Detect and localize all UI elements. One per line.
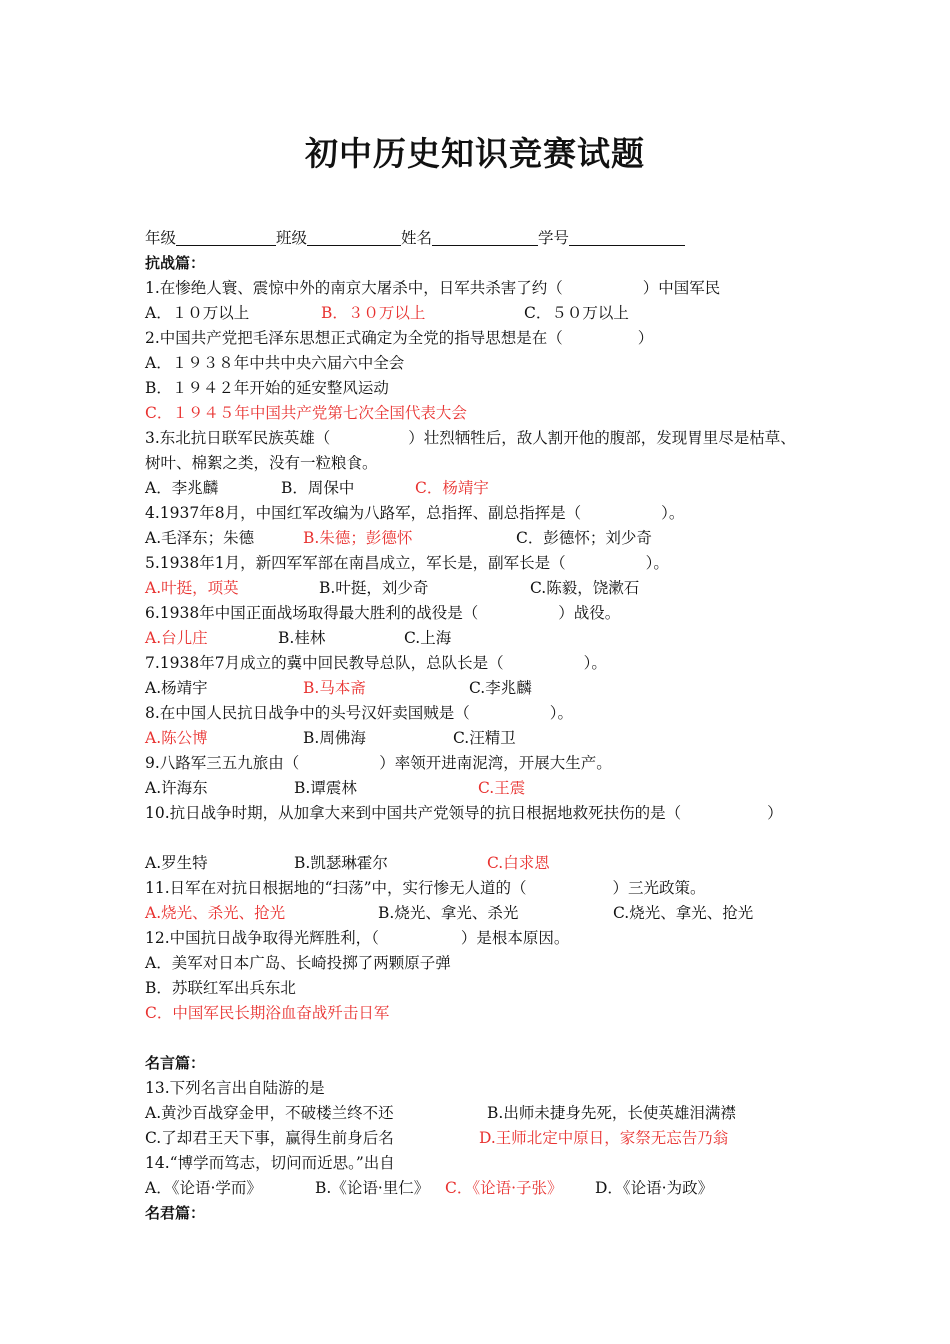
- number-field[interactable]: [569, 229, 685, 246]
- question-text: 8.在中国人民抗日战争中的头号汉奸卖国贼是（: [145, 704, 470, 722]
- question-text-end: ）: [767, 804, 783, 822]
- option-a[interactable]: A.罗生特: [145, 854, 208, 872]
- question-text: 10.抗日战争时期，从加拿大来到中国共产党领导的抗日根据地救死扶伤的是（: [145, 804, 682, 822]
- question-13: 13.下列名言出自陆游的是: [145, 1079, 325, 1097]
- section-heading-quotes: 名言篇：: [145, 1054, 206, 1072]
- option-b-answer[interactable]: B.朱德；彭德怀: [303, 529, 413, 547]
- question-text: 2.中国共产党把毛泽东思想正式确定为全党的指导思想是在（: [145, 329, 563, 347]
- question-7: [145, 651, 825, 676]
- option-a-answer[interactable]: A.烧光、杀光、抢光: [145, 904, 286, 922]
- option-a[interactable]: A.许海东: [145, 779, 208, 797]
- question-text-end: ）是根本原因。: [460, 929, 570, 947]
- option-c[interactable]: C．彭德怀；刘少奇: [516, 529, 652, 547]
- option-c-answer[interactable]: C．《论语·子张》: [445, 1179, 563, 1197]
- question-10: [145, 801, 825, 826]
- question-text-end: ）壮烈牺牲后，敌人割开他的腹部，发现胃里尽是枯草、: [408, 429, 796, 447]
- section-heading-war: 抗战篇：: [145, 254, 206, 272]
- option-b[interactable]: B.叶挺，刘少奇: [319, 579, 429, 597]
- class-field[interactable]: [307, 229, 401, 246]
- options-10: [145, 851, 825, 876]
- option-c-answer[interactable]: C．１９４５年中国共产党第七次全国代表大会: [145, 404, 467, 422]
- question-text-end: ）。: [661, 504, 685, 522]
- question-9: [145, 751, 825, 776]
- document-body: [145, 226, 825, 1226]
- question-text: 3.东北抗日联军民族英雄（: [145, 429, 331, 447]
- question-3-continued: 树叶、棉絮之类，没有一粒粮食。: [145, 454, 378, 472]
- option-c-answer[interactable]: C.白求恩: [487, 854, 550, 872]
- option-c-answer[interactable]: C.王震: [478, 779, 526, 797]
- option-a[interactable]: A．《论语·学而》: [145, 1179, 262, 1197]
- option-c[interactable]: C.烧光、拿光、抢光: [613, 904, 754, 922]
- option-b[interactable]: B.烧光、拿光、杀光: [378, 904, 519, 922]
- question-text-end: ）中国军民: [642, 279, 721, 297]
- option-a-answer[interactable]: A.台儿庄: [145, 629, 208, 647]
- option-a[interactable]: A．１０万以上: [145, 304, 250, 322]
- question-text-end: ）。: [645, 554, 669, 572]
- name-label: 姓名: [401, 229, 433, 247]
- options-13-row2: [145, 1126, 825, 1151]
- question-6: [145, 601, 825, 626]
- options-5: [145, 576, 825, 601]
- option-c[interactable]: C.了却君王天下事，赢得生前身后名: [145, 1129, 394, 1147]
- blank-line: [145, 826, 825, 851]
- grade-label: 年级: [145, 229, 177, 247]
- question-4: [145, 501, 825, 526]
- option-a[interactable]: A．李兆麟: [145, 479, 219, 497]
- options-7: [145, 676, 825, 701]
- options-3: [145, 476, 825, 501]
- option-d-answer[interactable]: D.王师北定中原日，家祭无忘告乃翁: [479, 1129, 729, 1147]
- question-text: 6.1938年中国正面战场取得最大胜利的战役是（: [145, 604, 479, 622]
- options-4: [145, 526, 825, 551]
- question-text-end: ）战役。: [558, 604, 621, 622]
- question-text: 1.在惨绝人寰、震惊中外的南京大屠杀中，日军共杀害了约（: [145, 279, 563, 297]
- option-c[interactable]: C.李兆麟: [469, 679, 532, 697]
- question-text: 4.1937年8月，中国红军改编为八路军，总指挥、副总指挥是（: [145, 504, 582, 522]
- option-b[interactable]: B.凯瑟琳霍尔: [294, 854, 388, 872]
- option-c-answer[interactable]: C．杨靖宇: [415, 479, 489, 497]
- question-3: [145, 426, 825, 451]
- page-title: 初中历史知识竞赛试题: [305, 134, 645, 173]
- question-8: [145, 701, 825, 726]
- option-a[interactable]: A.黄沙百战穿金甲，不破楼兰终不还: [145, 1104, 394, 1122]
- question-12: [145, 926, 825, 951]
- option-b[interactable]: B.出师未捷身先死，长使英雄泪满襟: [487, 1104, 736, 1122]
- options-11: [145, 901, 825, 926]
- option-c[interactable]: C.陈毅，饶漱石: [530, 579, 640, 597]
- option-b[interactable]: B.桂林: [278, 629, 326, 647]
- option-a[interactable]: A．美军对日本广岛、长崎投掷了两颗原子弹: [145, 954, 451, 972]
- options-14: [145, 1176, 825, 1201]
- grade-field[interactable]: [176, 229, 276, 246]
- question-1: [145, 276, 825, 301]
- question-text-end: ）三光政策。: [612, 879, 706, 897]
- option-a-answer[interactable]: A.叶挺，项英: [145, 579, 239, 597]
- question-2: [145, 326, 825, 351]
- question-text-end: ）率领开进南泥湾，开展大生产。: [379, 754, 612, 772]
- option-c[interactable]: C.上海: [404, 629, 452, 647]
- option-a[interactable]: A.杨靖宇: [145, 679, 208, 697]
- question-5: [145, 551, 825, 576]
- question-11: [145, 876, 825, 901]
- name-field[interactable]: [432, 229, 538, 246]
- section-heading-monarchs: 名君篇：: [145, 1204, 206, 1222]
- option-d[interactable]: D．《论语·为政》: [595, 1179, 714, 1197]
- options-13-row1: [145, 1101, 825, 1126]
- option-b[interactable]: B.《论语·里仁》: [315, 1179, 430, 1197]
- question-text: 7.1938年7月成立的冀中回民教导总队，总队长是（: [145, 654, 504, 672]
- option-b-answer[interactable]: B.马本斋: [303, 679, 366, 697]
- question-14: 14.“博学而笃志，切问而近思。”出自: [145, 1154, 395, 1172]
- options-6: [145, 626, 825, 651]
- options-1: [145, 301, 825, 326]
- question-text-end: ）。: [549, 704, 574, 722]
- question-text-end: ）。: [583, 654, 607, 672]
- question-text: 11.日军在对抗日根据地的“扫荡”中，实行惨无人道的（: [145, 879, 527, 897]
- option-a[interactable]: A.毛泽东；朱德: [145, 529, 255, 547]
- question-text: 9.八路军三五九旅由（: [145, 754, 300, 772]
- blank-line: [145, 1026, 825, 1051]
- options-9: [145, 776, 825, 801]
- option-a-answer[interactable]: A.陈公博: [145, 729, 208, 747]
- option-b[interactable]: B.谭震林: [294, 779, 357, 797]
- question-text-end: ）: [637, 329, 654, 347]
- option-c[interactable]: C.汪精卫: [453, 729, 516, 747]
- option-b-answer[interactable]: B．３０万以上: [321, 304, 426, 322]
- question-text: 12.中国抗日战争取得光辉胜利，（: [145, 929, 379, 947]
- option-c[interactable]: C．５０万以上: [524, 304, 629, 322]
- option-b[interactable]: B.周佛海: [303, 729, 366, 747]
- option-b[interactable]: B．苏联红军出兵东北: [145, 979, 296, 997]
- option-c-answer[interactable]: C．中国军民长期浴血奋战歼击日军: [145, 1004, 390, 1022]
- options-8: [145, 726, 825, 751]
- option-b[interactable]: B．１９４２年开始的延安整风运动: [145, 379, 389, 397]
- option-a[interactable]: A．１９３８年中共中央六届六中全会: [145, 354, 405, 372]
- question-text: 5.1938年1月，新四军军部在南昌成立，军长是，副军长是（: [145, 554, 566, 572]
- number-label: 学号: [538, 229, 570, 247]
- option-b[interactable]: B．周保中: [281, 479, 355, 497]
- class-label: 班级: [276, 229, 308, 247]
- student-info-line: [145, 226, 825, 251]
